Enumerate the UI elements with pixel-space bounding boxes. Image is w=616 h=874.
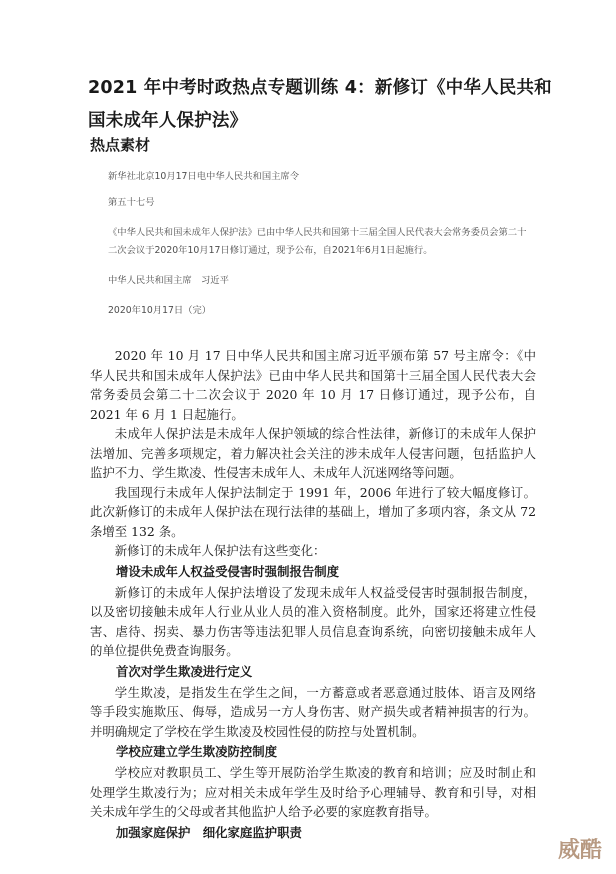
document-title-line2: 国未成年人保护法》: [88, 111, 248, 131]
paragraph: 2020 年 10 月 17 日中华人民共和国主席习近平颁布第 57 号主席令：《中华人民共和国未成年人保护法》已由中华人民共和国第十三届全国人民代表大会常务委员会第二十二次会议于 2020 年 10 月 17 日修订通过，现予公布，自 2021 年 6 月 1 日起施行。: [90, 348, 536, 422]
paragraph: 新修订的未成年人保护法增设了发现未成年人权益受侵害时强制报告制度，以及密切接触未成年人行业从业人员的准入资格制度。此外，国家还将建立性侵害、虐待、拐卖、暴力伤害等违法犯罪人员信息查询系统，向密切接触未成年人的单位提供免费查询服务。: [90, 584, 536, 658]
excerpt-signature: 中华人民共和国主席 习近平: [108, 275, 229, 286]
document-title: [88, 72, 558, 138]
paragraph: 未成年人保护法是未成年人保护领域的综合性法律，新修订的未成年人保护法增加、完善多项规定，着力解决社会关注的涉未成年人侵害问题，包括监护人监护不力、学生欺凌、性侵害未成年人、未成年人沉迷网络等问题。: [90, 426, 536, 480]
watermark-logo: 威酷: [557, 838, 602, 863]
excerpt-dateline: 新华社北京10月17日电中华人民共和国主席令: [108, 171, 300, 182]
news-excerpt-image: [108, 168, 528, 328]
subheading: 增设未成年人权益受侵害时强制报告制度: [116, 563, 340, 579]
paragraph: 我国现行未成年人保护法制定于 1991 年，2006 年进行了较大幅度修订。此次新修订的未成年人保护法在现行法律的基础上，增加了多项内容，条文从 72 条增至 132 条。: [90, 484, 536, 539]
paragraph: 学校应对教职员工、学生等开展防治学生欺凌的教育和培训；应及时制止和处理学生欺凌行为；应对相关未成年学生及时给予心理辅导、教育和引导，对相关未成年学生的父母或者其他监护人给予必要的家庭教育指导。: [90, 765, 536, 819]
subheading: 首次对学生欺凌进行定义: [116, 663, 253, 679]
document-title-line1: 2021 年中考时政热点专题训练 4：新修订《中华人民共和: [88, 78, 552, 98]
section-label: 热点素材: [90, 136, 151, 154]
paragraph: 学生欺凌，是指发生在学生之间，一方蓄意或者恶意通过肢体、语言及网络等手段实施欺压、侮辱，造成另一方人身伤害、财产损失或者精神损害的行为。并明确规定了学校在学生欺凌及校园性侵的防控与处置机制。: [90, 684, 536, 739]
paragraph: 新修订的未成年人保护法有这些变化：: [114, 543, 326, 558]
subheading: 学校应建立学生欺凌防控制度: [116, 744, 278, 759]
excerpt-order-number: 第五十七号: [108, 197, 155, 208]
article-body: [90, 346, 536, 844]
excerpt-date: 2020年10月17日（完）: [108, 305, 212, 316]
excerpt-announcement: 《中华人民共和国未成年人保护法》已由中华人民共和国第十三届全国人民代表大会常务委员会第二十二次会议于2020年10月17日修订通过，现予公布，自2021年6月1日起施行。: [108, 227, 527, 256]
subheading: 加强家庭保护 细化家庭监护职责: [116, 824, 302, 840]
